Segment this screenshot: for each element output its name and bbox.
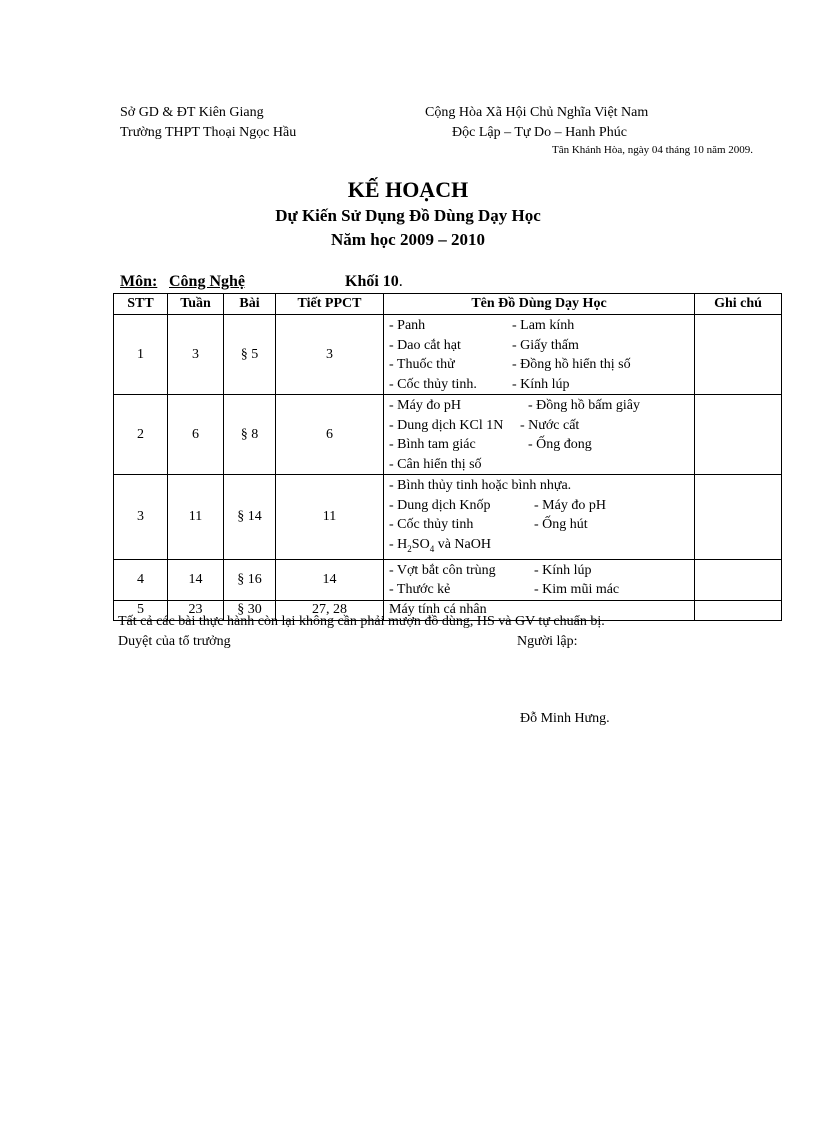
equipment-table <box>113 293 782 621</box>
cell-week: 3 <box>168 315 224 395</box>
preparer-label: Người lập: <box>517 634 578 649</box>
cell-note <box>695 559 782 600</box>
equipment-item: - Ống hút <box>534 517 588 532</box>
cell-period: 27, 28 <box>276 600 384 620</box>
equipment-item: - Dung dịch KCl 1N <box>389 417 504 433</box>
cell-equipment <box>384 395 695 475</box>
school-name: Trường THPT Thoại Ngọc Hầu <box>120 125 297 140</box>
equipment-item: - Nước cất <box>520 417 580 433</box>
equipment-item: - Máy đo pH <box>534 497 606 513</box>
cell-period: 3 <box>276 315 384 395</box>
cell-week: 11 <box>168 475 224 560</box>
equipment-item: - Dao cắt hạt <box>389 337 461 353</box>
cell-stt: 1 <box>114 315 168 395</box>
col-header-period: Tiết PPCT <box>276 294 384 315</box>
equipment-item: - Kính lúp <box>512 376 570 392</box>
school-year: Năm học 2009 – 2010 <box>331 230 485 249</box>
cell-equipment <box>384 315 695 395</box>
national-motto: Độc Lập – Tự Do – Hanh Phúc <box>452 125 627 140</box>
table-header-row <box>114 294 782 315</box>
subject-label: Môn: <box>120 273 158 290</box>
equipment-item: - Lam kính <box>512 318 575 333</box>
cell-period: 6 <box>276 395 384 475</box>
equipment-item: - Vợt bắt côn trùng <box>389 562 496 578</box>
cell-note <box>695 315 782 395</box>
cell-equipment: Máy tính cá nhân <box>384 600 695 620</box>
cell-note <box>695 395 782 475</box>
col-header-lesson: Bài <box>224 294 276 315</box>
cell-stt: 2 <box>114 395 168 475</box>
department-name: Sở GD & ĐT Kiên Giang <box>120 105 264 120</box>
equipment-item: - Thước kẻ <box>389 582 451 598</box>
table-row <box>114 559 782 600</box>
preparer-name: Đỗ Minh Hưng. <box>520 711 610 726</box>
cell-stt: 4 <box>114 559 168 600</box>
cell-week: 6 <box>168 395 224 475</box>
grade-label: Khối 10. <box>345 273 403 290</box>
cell-lesson: § 16 <box>224 559 276 600</box>
cell-stt: 5 <box>114 600 168 620</box>
col-header-note: Ghi chú <box>695 294 782 315</box>
document-date: Tân Khánh Hòa, ngày 04 tháng 10 năm 2009. <box>552 144 754 156</box>
equipment-item: - Kim mũi mác <box>534 582 620 598</box>
equipment-item: - Cốc thủy tinh <box>389 517 474 532</box>
cell-period: 14 <box>276 559 384 600</box>
table-row <box>114 315 782 395</box>
col-header-stt: STT <box>114 294 168 315</box>
document-subtitle: Dự Kiến Sử Dụng Đồ Dùng Dạy Học <box>275 206 541 225</box>
cell-stt: 3 <box>114 475 168 560</box>
equipment-item: - Ống đong <box>528 437 592 452</box>
equipment-item: - Panh <box>389 318 426 333</box>
cell-lesson: § 14 <box>224 475 276 560</box>
cell-note <box>695 475 782 560</box>
equipment-item: - Thuốc thử <box>389 357 455 372</box>
table-row <box>114 475 782 560</box>
cell-note <box>695 600 782 620</box>
approval-label: Duyệt của tổ trưởng <box>118 634 231 649</box>
equipment-item: - Máy đo pH <box>389 398 461 413</box>
equipment-item: - Cân hiển thị số <box>389 456 482 472</box>
equipment-item: - Cốc thủy tinh. <box>389 376 477 392</box>
subject-value: Công Nghệ <box>169 273 246 290</box>
equipment-item: - Giấy thấm <box>512 337 579 353</box>
equipment-item: - Đồng hồ bấm giây <box>528 398 640 413</box>
national-title: Cộng Hòa Xã Hội Chủ Nghĩa Việt Nam <box>425 105 649 120</box>
cell-week: 23 <box>168 600 224 620</box>
equipment-item: - Kính lúp <box>534 562 592 578</box>
cell-lesson: § 5 <box>224 315 276 395</box>
equipment-item: - Đồng hồ hiển thị số <box>512 357 631 372</box>
equipment-item: - Dung dịch Knốp <box>389 497 491 513</box>
cell-lesson: § 8 <box>224 395 276 475</box>
col-header-week: Tuần <box>168 294 224 315</box>
col-header-equipment: Tên Đồ Dùng Dạy Học <box>384 294 695 315</box>
equipment-item-chem: - $H_2SO_4$ và NaOH <box>389 536 491 554</box>
cell-equipment <box>384 559 695 600</box>
cell-period: 11 <box>276 475 384 560</box>
table-row <box>114 395 782 475</box>
equipment-item: - Bình thủy tinh hoặc bình nhựa. <box>389 478 572 493</box>
footer-note: Tất cả các bài thực hành còn lại không cần phải mượn đồ dùng, HS và GV tự chuẩn bị. <box>118 614 605 629</box>
cell-lesson: § 30 <box>224 600 276 620</box>
equipment-item: - Bình tam giác <box>389 437 476 452</box>
document-title: KẾ HOẠCH <box>347 177 469 202</box>
cell-week: 14 <box>168 559 224 600</box>
cell-equipment <box>384 475 695 560</box>
